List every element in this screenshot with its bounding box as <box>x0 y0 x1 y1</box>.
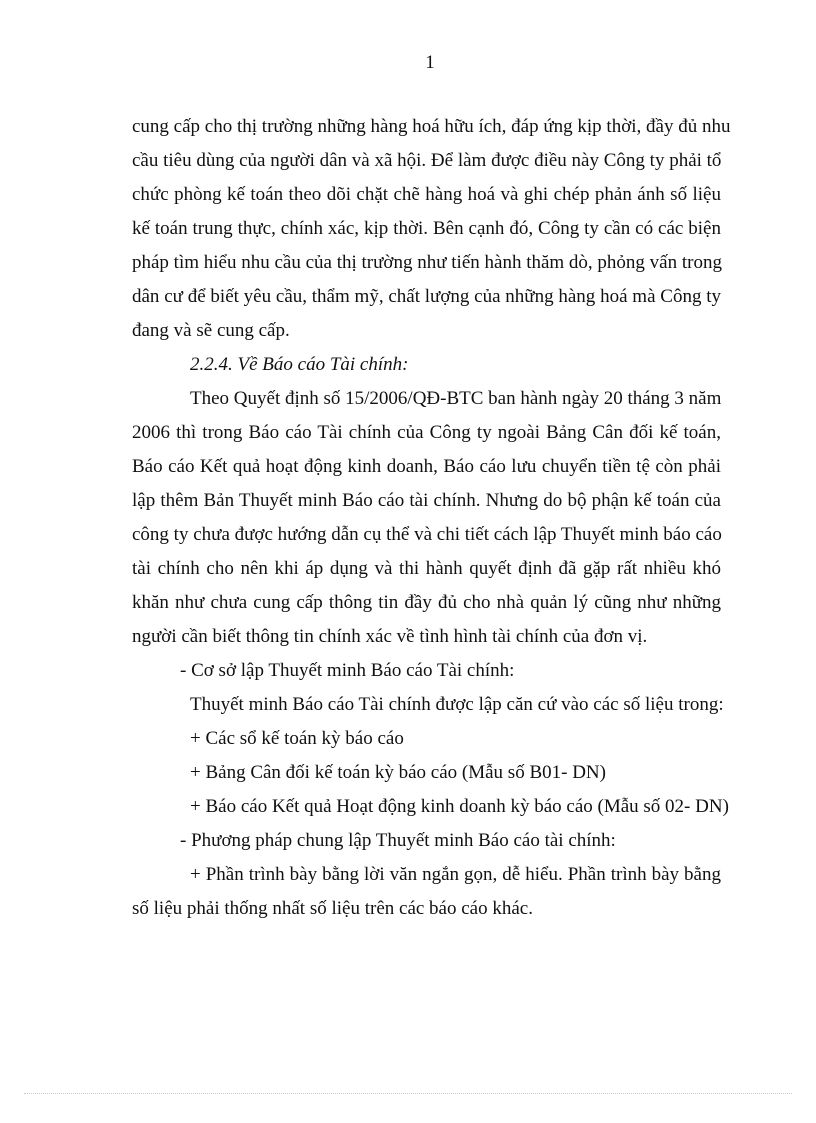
basis-item: + Báo cáo Kết quả Hoạt động kinh doanh kỳ báo cáo (Mẫu số 02- DN) <box>190 796 729 817</box>
text-line: đang và sẽ cung cấp. <box>132 320 290 341</box>
text-line: 2006 thì trong Báo cáo Tài chính của Công ty ngoài Bảng Cân đối kế toán, <box>132 422 721 443</box>
method-heading: - Phương pháp chung lập Thuyết minh Báo cáo tài chính: <box>180 830 616 851</box>
basis-item: + Các sổ kế toán kỳ báo cáo <box>190 728 404 749</box>
page-number: 1 <box>425 52 435 73</box>
text-line: pháp tìm hiểu nhu cầu của thị trường như tiến hành thăm dò, phỏng vấn trong <box>132 252 722 273</box>
text-line: cung cấp cho thị trường những hàng hoá hữu ích, đáp ứng kịp thời, đầy đủ nhu <box>132 116 731 137</box>
body-text <box>132 110 731 926</box>
basis-intro: Thuyết minh Báo cáo Tài chính được lập căn cứ vào các số liệu trong: <box>190 694 724 715</box>
text-line: khăn như chưa cung cấp thông tin đầy đủ cho nhà quản lý cũng như những <box>132 592 721 613</box>
text-line: Theo Quyết định số 15/2006/QĐ-BTC ban hành ngày 20 tháng 3 năm <box>190 388 722 409</box>
text-line: số liệu phải thống nhất số liệu trên các báo cáo khác. <box>132 898 533 919</box>
basis-heading: - Cơ sở lập Thuyết minh Báo cáo Tài chính: <box>180 660 515 681</box>
footer-divider <box>24 1093 792 1094</box>
text-line: Báo cáo Kết quả hoạt động kinh doanh, Báo cáo lưu chuyển tiền tệ còn phải <box>132 456 721 477</box>
text-line: tài chính cho nên khi áp dụng và thi hành quyết định đã gặp rất nhiều khó <box>132 558 721 579</box>
text-line: kế toán trung thực, chính xác, kịp thời. Bên cạnh đó, Công ty cần có các biện <box>132 218 721 239</box>
basis-item: + Bảng Cân đối kế toán kỳ báo cáo (Mẫu số B01- DN) <box>190 762 606 783</box>
text-line: lập thêm Bản Thuyết minh Báo cáo tài chính. Nhưng do bộ phận kế toán của <box>132 490 721 511</box>
text-line: cầu tiêu dùng của người dân và xã hội. Để làm được điều này Công ty phải tổ <box>132 150 722 171</box>
text-line: chức phòng kế toán theo dõi chặt chẽ hàng hoá và ghi chép phản ánh số liệu <box>132 184 721 205</box>
text-line: người cần biết thông tin chính xác về tình hình tài chính của đơn vị. <box>132 626 648 647</box>
text-line: công ty chưa được hướng dẫn cụ thể và chi tiết cách lập Thuyết minh báo cáo <box>132 524 722 545</box>
section-heading: 2.2.4. Về Báo cáo Tài chính: <box>190 354 409 375</box>
text-line: + Phần trình bày bằng lời văn ngắn gọn, dễ hiểu. Phần trình bày bằng <box>190 864 721 885</box>
text-line: dân cư để biết yêu cầu, thẩm mỹ, chất lượng của những hàng hoá mà Công ty <box>132 286 721 307</box>
paragraph-2 <box>132 382 721 654</box>
paragraph-1 <box>132 110 731 348</box>
